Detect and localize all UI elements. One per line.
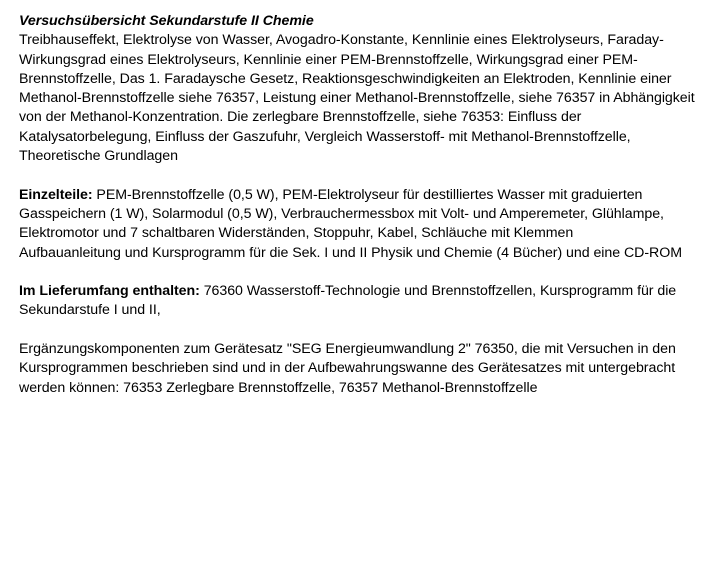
parts-label: Einzelteile: (19, 186, 93, 203)
included-text: 76360 Wasserstoff-Technologie und Brennstoffzellen, Kursprogramm für die Sekundarstufe I und II, (19, 283, 677, 319)
spacer (19, 166, 709, 185)
parts-text-2: Aufbauanleitung und Kursprogramm für die Sek. I und II Physik und Chemie (4 Bücher) und eine CD-ROM (19, 244, 682, 261)
document-body (19, 12, 709, 398)
spacer (19, 263, 709, 282)
experiments-list: Treibhauseffekt, Elektrolyse von Wasser, Avogadro-Konstante, Kennlinie eines Elektrolyseurs, Faraday-Wirkungsgrad eines Elektrolyseurs, Kennlinie einer PEM-Brennstoffzelle, Wirkungsgrad einer PEM-Brennstoffzelle, Das 1. Faradaysche Gesetz, Reaktionsgeschwindigkeiten an Elektroden, Kennlinie einer Methanol-Brennstoffzelle siehe 76357, Leistung einer Methanol-Brennstoffzelle, siehe 76357 in Abhängigkeit von der Methanol-Konzentration. Die zerlegbare Brennstoffzelle, siehe 76353: Einfluss der Katalysatorbelegung, Einfluss der Gaszufuhr, Vergleich Wasserstoff- mit Methanol-Brennstoffzelle, Theoretische Grundlagen (19, 32, 695, 165)
included-paragraph (19, 282, 709, 321)
included-label: Im Lieferumfang enthalten: (19, 283, 200, 300)
parts-paragraph (19, 186, 709, 244)
spacer (19, 321, 709, 340)
parts-text: PEM-Brennstoffzelle (0,5 W), PEM-Elektrolyseur für destilliertes Wasser mit graduierten Gasspeichern (1 W), Solarmodul (0,5 W), Verbrauchermessbox mit Volt- und Amperemeter, Glühlampe, Elektromotor und 7 schaltbaren Widerständen, Stoppuhr, Kabel, Schläuche mit Klemmen (19, 186, 664, 242)
supplement-paragraph: Ergänzungskomponenten zum Gerätesatz "SEG Energieumwandlung 2" 76350, die mit Versuchen in den Kursprogrammen beschrieben sind und in der Aufbewahrungswanne des Gerätesatzes mit untergebracht werden können: 76353 Zerlegbare Brennstoffzelle, 76357 Methanol-Brennstoffzelle (19, 341, 676, 396)
document-title: Versuchsübersicht Sekundarstufe II Chemie (19, 13, 314, 29)
